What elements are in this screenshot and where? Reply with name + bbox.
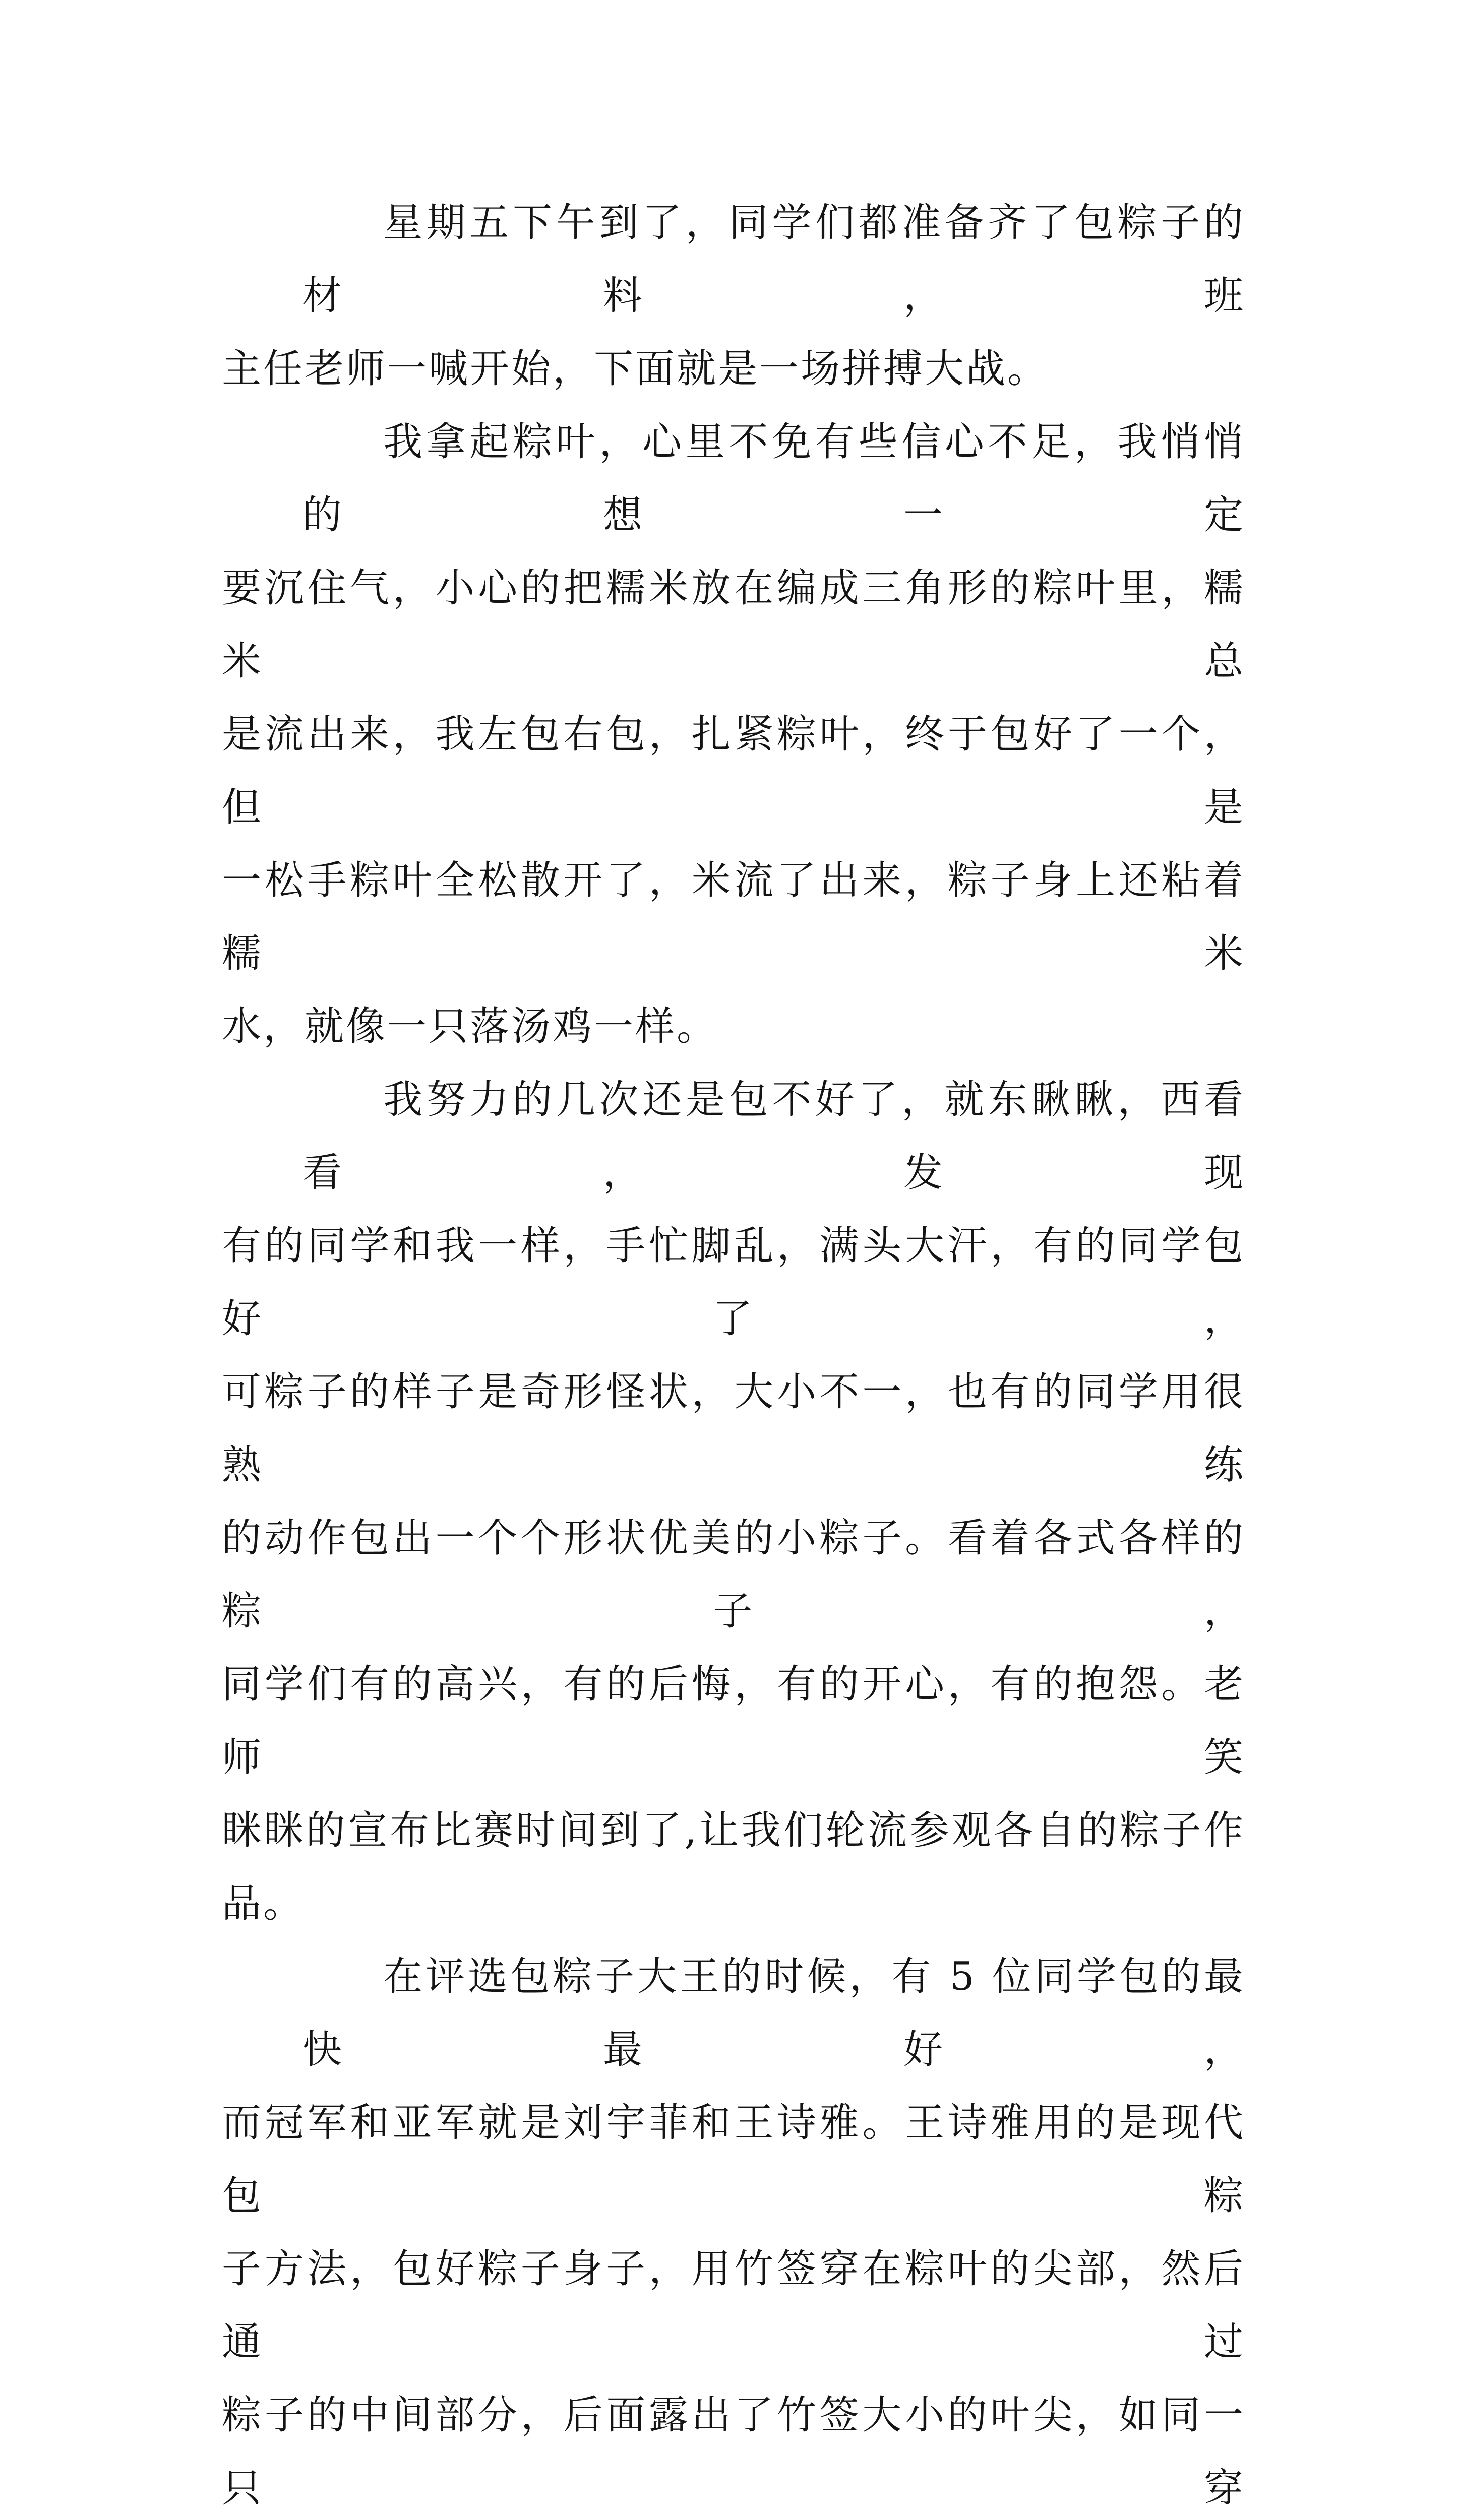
- paragraph-line: 子方法，包好粽子身子，用竹签穿在粽叶的尖部，然后通过: [222, 2246, 1245, 2365]
- paragraph-line: 要沉住气，小心的把糯米放在编成三角形的粽叶里，糯米总: [222, 565, 1245, 684]
- paragraph-line: 可粽子的样子是奇形怪状，大小不一，也有的同学用很熟练: [222, 1369, 1245, 1488]
- paragraph-line: 而冠军和亚军就是刘宇菲和王诗雅。王诗雅用的是现代包粽: [222, 2100, 1245, 2219]
- paragraph-line: 水，就像一只落汤鸡一样。: [222, 1004, 718, 1049]
- paragraph: [222, 1940, 1245, 2520]
- paragraph-line: 是流出来，我左包右包，扎紧粽叶，终于包好了一个，但是: [222, 712, 1245, 830]
- document-body: [222, 186, 1245, 2520]
- paragraph-line: 主任老师一喊开始，下面就是一场拼搏大战。: [222, 346, 1049, 392]
- paragraph: [222, 406, 1245, 1063]
- paragraph-line: 星期五下午到了，同学们都准备齐了包粽子的材料，班: [302, 200, 1245, 319]
- paragraph-line: 粽子的中间部分，后面露出了竹签大小的叶尖，如同一只穿: [222, 2392, 1245, 2511]
- paragraph: [222, 186, 1245, 406]
- paragraph-line: 有的同学和我一样，手忙脚乱，满头大汗，有的同学包好了，: [222, 1223, 1245, 1342]
- paragraph-line: 我拿起粽叶，心里不免有些信心不足，我悄悄的想一定: [302, 419, 1245, 538]
- paragraph-line: 的动作包出一个个形状优美的小粽子。看着各式各样的粽子，: [222, 1516, 1245, 1634]
- paragraph-line: 我努力的几次还是包不好了，就东瞅瞅，西看看，发现: [302, 1077, 1245, 1195]
- paragraph-line: 眯眯的宣布比赛时间到了,让我们轮流参观各自的粽子作品。: [222, 1808, 1245, 1926]
- paragraph-line: 在评选包粽子大王的时候，有 5 位同学包的最快最好，: [302, 1954, 1245, 2072]
- paragraph: [222, 1063, 1245, 1940]
- paragraph-line: 一松手粽叶全松散开了，米流了出来，粽子身上还粘着糯米: [222, 858, 1245, 976]
- paragraph-line: 同学们有的高兴，有的后悔，有的开心，有的抱怨。老师笑: [222, 1662, 1245, 1780]
